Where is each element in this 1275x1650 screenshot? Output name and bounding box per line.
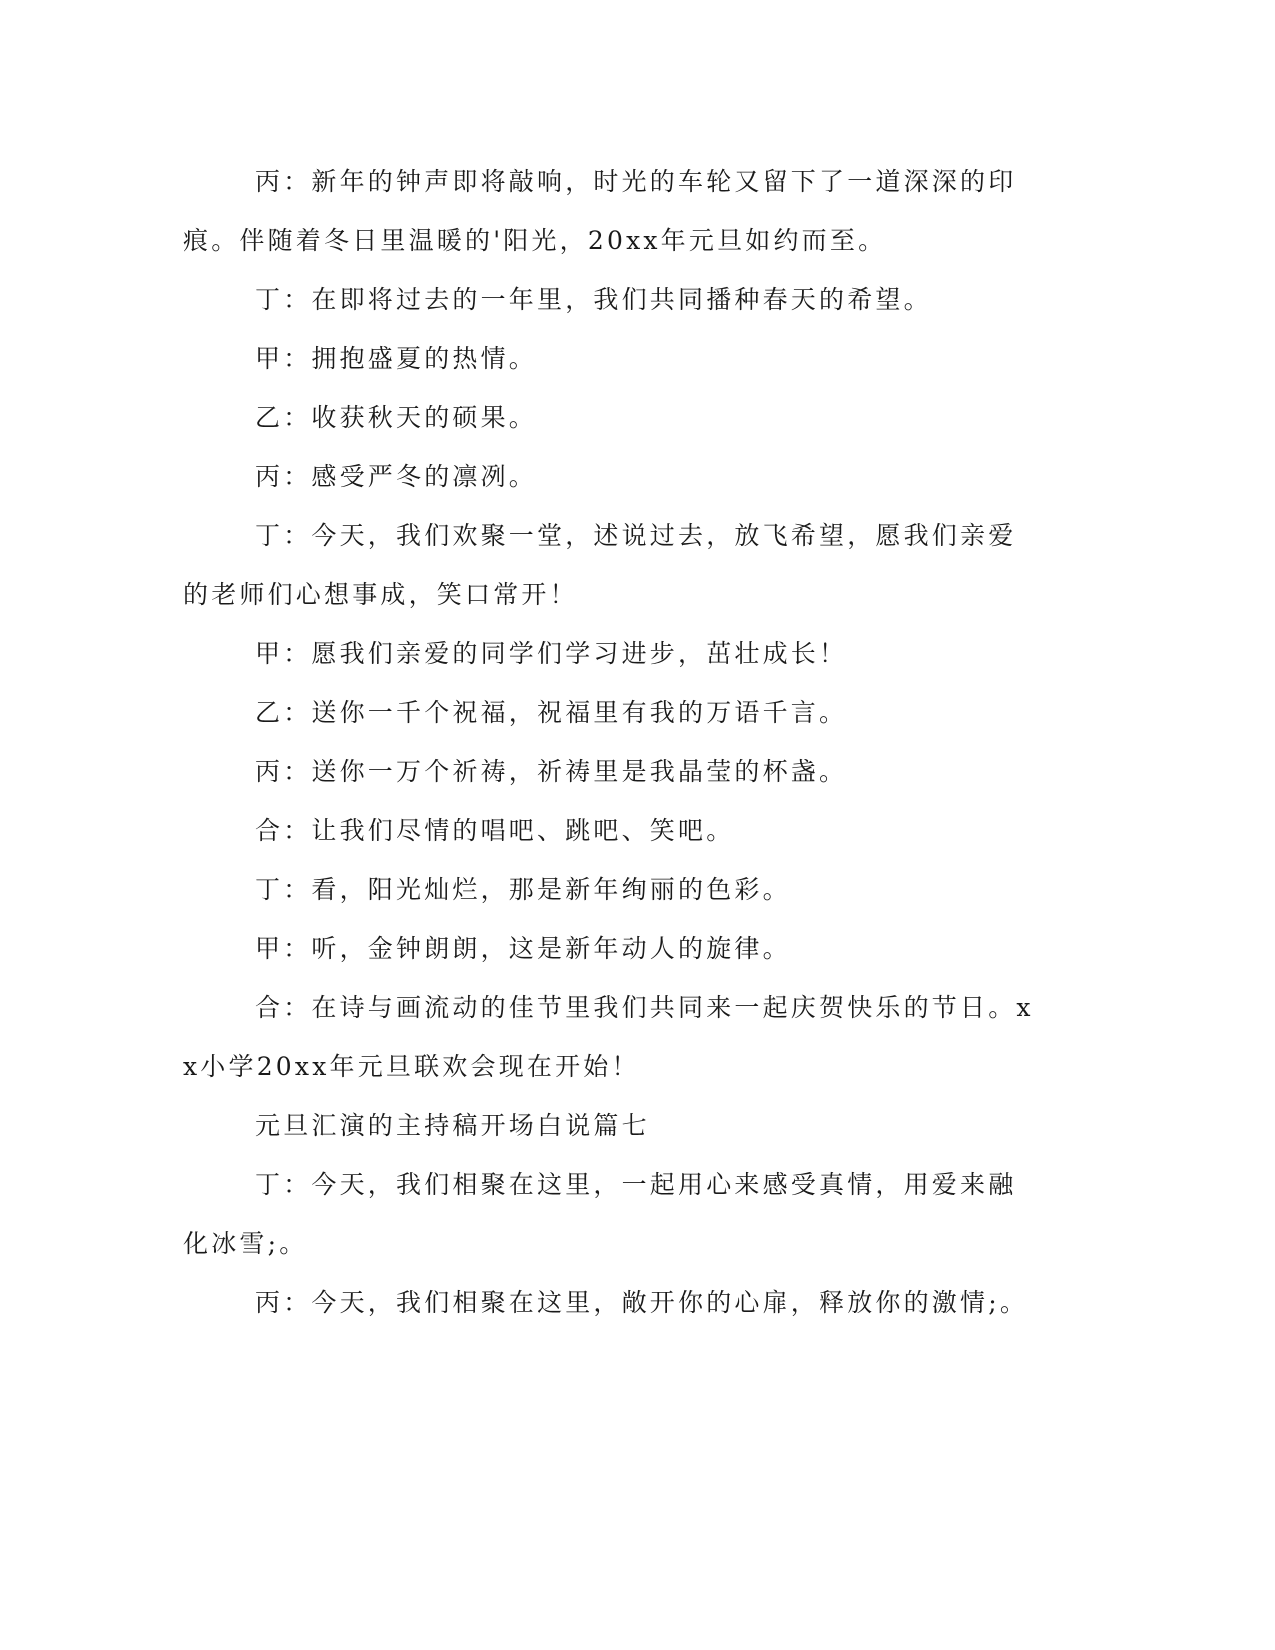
paragraph: 乙：送你一千个祝福，祝福里有我的万语千言。 — [255, 698, 848, 727]
paragraph: 丙：送你一万个祈祷，祈祷里是我晶莹的杯盏。 — [255, 757, 848, 786]
paragraph: 甲：听，金钟朗朗，这是新年动人的旋律。 — [255, 934, 791, 963]
paragraph: 合：让我们尽情的唱吧、跳吧、笑吧。 — [255, 816, 735, 845]
paragraph: 甲：愿我们亲爱的同学们学习进步，茁壮成长！ — [255, 639, 848, 668]
paragraph: 丁：在即将过去的一年里，我们共同播种春天的希望。 — [255, 285, 932, 314]
paragraph: 乙：收获秋天的硕果。 — [255, 403, 538, 432]
paragraph: 丁：今天，我们欢聚一堂，述说过去，放飞希望，愿我们亲爱的老师们心想事成，笑口常开！ — [183, 521, 1017, 609]
paragraph: 甲：拥抱盛夏的热情。 — [255, 344, 538, 373]
section-heading: 元旦汇演的主持稿开场白说篇七 — [255, 1111, 650, 1140]
paragraph: 丙：感受严冬的凛冽。 — [255, 462, 538, 491]
paragraph: 丁：今天，我们相聚在这里，一起用心来感受真情，用爱来融化冰雪;。 — [183, 1170, 1017, 1258]
paragraph: 丁：看，阳光灿烂，那是新年绚丽的色彩。 — [255, 875, 791, 904]
document-body — [183, 152, 1038, 1332]
paragraph: 丙：新年的钟声即将敲响，时光的车轮又留下了一道深深的印痕。伴随着冬日里温暖的'阳光，20xx年元旦如约而至。 — [183, 167, 1017, 255]
paragraph: 合：在诗与画流动的佳节里我们共同来一起庆贺快乐的节日。xx小学20xx年元旦联欢会现在开始！ — [183, 993, 1034, 1081]
paragraph: 丙：今天，我们相聚在这里，敞开你的心扉，释放你的激情;。 — [255, 1288, 1029, 1317]
